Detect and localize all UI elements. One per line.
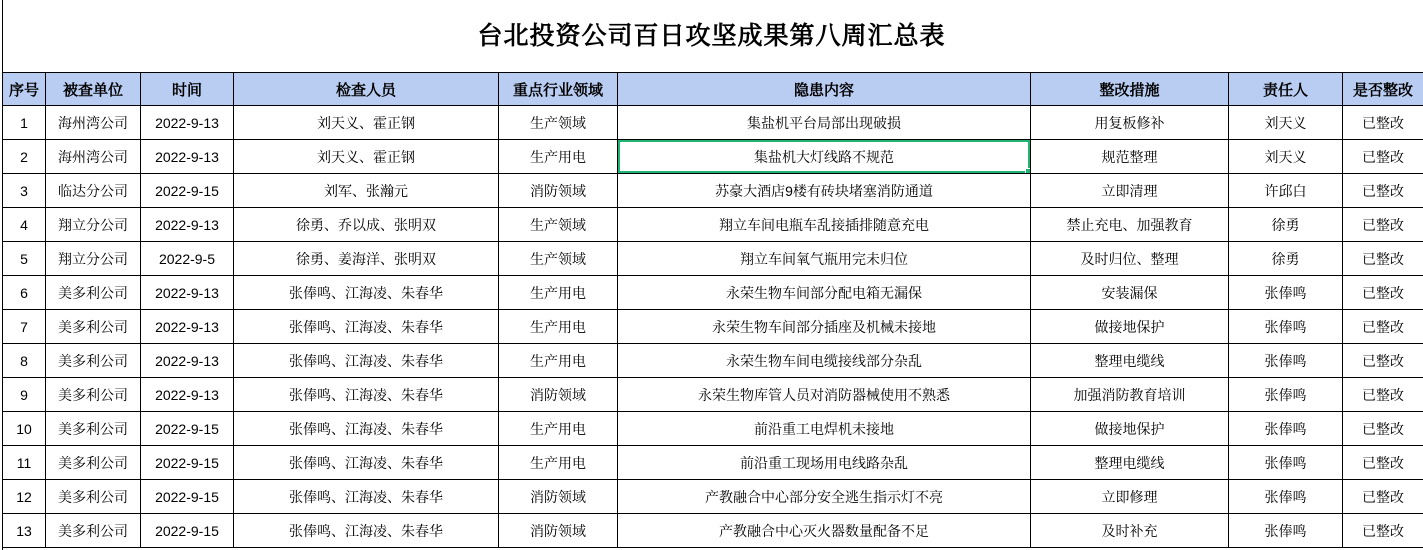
- cell[interactable]: 2022-9-13: [141, 208, 234, 242]
- cell[interactable]: 张俸鸣: [1229, 378, 1343, 412]
- cell[interactable]: 做接地保护: [1031, 310, 1229, 344]
- cell[interactable]: 生产领域: [499, 242, 618, 276]
- cell[interactable]: 12: [3, 480, 46, 514]
- cell[interactable]: 徐勇、乔以成、张明双: [234, 208, 499, 242]
- table-row: [3, 446, 1423, 480]
- cell[interactable]: 2022-9-5: [141, 242, 234, 276]
- cell[interactable]: 产教融合中心灭火器数量配备不足: [618, 514, 1031, 548]
- cell[interactable]: 徐勇: [1229, 208, 1343, 242]
- cell[interactable]: 已整改: [1343, 446, 1423, 480]
- cell[interactable]: 3: [3, 174, 46, 208]
- cell[interactable]: 前沿重工现场用电线路杂乱: [618, 446, 1031, 480]
- cell[interactable]: 生产用电: [499, 412, 618, 446]
- cell[interactable]: 张俸鸣、江海凌、朱春华: [234, 344, 499, 378]
- table-row: [3, 378, 1423, 412]
- cell[interactable]: 立即修理: [1031, 480, 1229, 514]
- cell[interactable]: 已整改: [1343, 208, 1423, 242]
- cell[interactable]: 已整改: [1343, 344, 1423, 378]
- cell[interactable]: 已整改: [1343, 242, 1423, 276]
- cell[interactable]: 刘天义: [1229, 140, 1343, 174]
- cell[interactable]: 生产领域: [499, 106, 618, 140]
- cell[interactable]: 13: [3, 514, 46, 548]
- summary-table: [2, 72, 1423, 548]
- cell[interactable]: 2022-9-15: [141, 480, 234, 514]
- table-row: [3, 310, 1423, 344]
- cell[interactable]: 已整改: [1343, 514, 1423, 548]
- cell[interactable]: 美多利公司: [46, 412, 141, 446]
- cell[interactable]: 2022-9-15: [141, 174, 234, 208]
- cell[interactable]: 2022-9-13: [141, 140, 234, 174]
- cell[interactable]: 海州湾公司: [46, 106, 141, 140]
- table-row: [3, 480, 1423, 514]
- cell[interactable]: 已整改: [1343, 480, 1423, 514]
- cell[interactable]: 美多利公司: [46, 276, 141, 310]
- cell[interactable]: 整理电缆线: [1031, 446, 1229, 480]
- cell[interactable]: 10: [3, 412, 46, 446]
- cell[interactable]: 已整改: [1343, 378, 1423, 412]
- cell[interactable]: 张俸鸣: [1229, 310, 1343, 344]
- cell[interactable]: 张俸鸣、江海凌、朱春华: [234, 276, 499, 310]
- cell[interactable]: 生产用电: [499, 446, 618, 480]
- table-row: [3, 412, 1423, 446]
- cell[interactable]: 及时补充: [1031, 514, 1229, 548]
- cell[interactable]: 加强消防教育培训: [1031, 378, 1229, 412]
- column-header[interactable]: 是否整改: [1343, 73, 1423, 106]
- column-header[interactable]: 时间: [141, 73, 234, 106]
- cell[interactable]: 苏豪大酒店9楼有砖块堵塞消防通道: [618, 174, 1031, 208]
- cell[interactable]: 立即清理: [1031, 174, 1229, 208]
- cell[interactable]: 刘天义、霍正钢: [234, 106, 499, 140]
- cell[interactable]: 美多利公司: [46, 344, 141, 378]
- cell[interactable]: 翔立车间氧气瓶用完未归位: [618, 242, 1031, 276]
- selected-cell[interactable]: 集盐机大灯线路不规范: [618, 140, 1031, 174]
- table-row: [3, 276, 1423, 310]
- cell[interactable]: 张俸鸣、江海凌、朱春华: [234, 446, 499, 480]
- cell[interactable]: 2022-9-15: [141, 446, 234, 480]
- cell[interactable]: 禁止充电、加强教育: [1031, 208, 1229, 242]
- cell[interactable]: 及时归位、整理: [1031, 242, 1229, 276]
- cell[interactable]: 徐勇、姜海洋、张明双: [234, 242, 499, 276]
- cell[interactable]: 安装漏保: [1031, 276, 1229, 310]
- table-row: [3, 514, 1423, 548]
- table-row: [3, 106, 1423, 140]
- column-header[interactable]: 序号: [3, 73, 46, 106]
- cell[interactable]: 刘天义、霍正钢: [234, 140, 499, 174]
- cell[interactable]: 张俸鸣、江海凌、朱春华: [234, 412, 499, 446]
- column-header[interactable]: 责任人: [1229, 73, 1343, 106]
- cell[interactable]: 规范整理: [1031, 140, 1229, 174]
- cell[interactable]: 9: [3, 378, 46, 412]
- cell[interactable]: 张俸鸣: [1229, 514, 1343, 548]
- cell[interactable]: 海州湾公司: [46, 140, 141, 174]
- selection-border: [618, 140, 1031, 174]
- table-row: [3, 174, 1423, 208]
- cell[interactable]: 美多利公司: [46, 446, 141, 480]
- cell[interactable]: 2: [3, 140, 46, 174]
- cell[interactable]: 永荣生物车间电缆接线部分杂乱: [618, 344, 1031, 378]
- cell[interactable]: 8: [3, 344, 46, 378]
- cell[interactable]: 张俸鸣、江海凌、朱春华: [234, 310, 499, 344]
- cell[interactable]: 消防领域: [499, 174, 618, 208]
- cell[interactable]: 1: [3, 106, 46, 140]
- cell[interactable]: 消防领域: [499, 378, 618, 412]
- cell[interactable]: 张俸鸣、江海凌、朱春华: [234, 480, 499, 514]
- cell[interactable]: 美多利公司: [46, 310, 141, 344]
- fill-handle[interactable]: [1025, 168, 1031, 174]
- cell[interactable]: 产教融合中心部分安全逃生指示灯不亮: [618, 480, 1031, 514]
- cell[interactable]: 前沿重工电焊机未接地: [618, 412, 1031, 446]
- table-row: [3, 140, 1423, 174]
- cell[interactable]: 美多利公司: [46, 378, 141, 412]
- table-body: [3, 106, 1423, 548]
- cell[interactable]: 张俸鸣、江海凌、朱春华: [234, 378, 499, 412]
- cell[interactable]: 11: [3, 446, 46, 480]
- cell[interactable]: 张俸鸣: [1229, 276, 1343, 310]
- cell[interactable]: 2022-9-15: [141, 514, 234, 548]
- cell[interactable]: 2022-9-13: [141, 378, 234, 412]
- table-row: [3, 208, 1423, 242]
- cell[interactable]: 临达分公司: [46, 174, 141, 208]
- cell[interactable]: 整理电缆线: [1031, 344, 1229, 378]
- cell[interactable]: 翔立分公司: [46, 208, 141, 242]
- cell[interactable]: 2022-9-13: [141, 106, 234, 140]
- cell[interactable]: 已整改: [1343, 174, 1423, 208]
- cell[interactable]: 生产用电: [499, 344, 618, 378]
- cell[interactable]: 已整改: [1343, 140, 1423, 174]
- cell[interactable]: 2022-9-13: [141, 344, 234, 378]
- cell[interactable]: 6: [3, 276, 46, 310]
- cell[interactable]: 永荣生物车间部分插座及机械未接地: [618, 310, 1031, 344]
- cell[interactable]: 张俸鸣: [1229, 344, 1343, 378]
- cell[interactable]: 已整改: [1343, 412, 1423, 446]
- header-row: [3, 73, 1423, 106]
- cell[interactable]: 消防领域: [499, 514, 618, 548]
- cell[interactable]: 集盐机平台局部出现破损: [618, 106, 1031, 140]
- cell[interactable]: 张俸鸣: [1229, 446, 1343, 480]
- cell[interactable]: 张俸鸣: [1229, 412, 1343, 446]
- cell[interactable]: 许邱白: [1229, 174, 1343, 208]
- cell[interactable]: 已整改: [1343, 106, 1423, 140]
- cell[interactable]: 翔立分公司: [46, 242, 141, 276]
- cell[interactable]: 5: [3, 242, 46, 276]
- cell[interactable]: 生产用电: [499, 310, 618, 344]
- cell[interactable]: 张俸鸣、江海凌、朱春华: [234, 514, 499, 548]
- cell[interactable]: 7: [3, 310, 46, 344]
- column-header[interactable]: 被查单位: [46, 73, 141, 106]
- cell[interactable]: 4: [3, 208, 46, 242]
- table-title: 台北投资公司百日攻坚成果第八周汇总表: [477, 22, 946, 50]
- cell[interactable]: 生产领域: [499, 208, 618, 242]
- cell[interactable]: 永荣生物车间部分配电箱无漏保: [618, 276, 1031, 310]
- column-header[interactable]: 隐患内容: [618, 73, 1031, 106]
- cell[interactable]: 刘军、张瀚元: [234, 174, 499, 208]
- cell[interactable]: 生产用电: [499, 276, 618, 310]
- cell[interactable]: 张俸鸣: [1229, 480, 1343, 514]
- column-header[interactable]: 整改措施: [1031, 73, 1229, 106]
- cell[interactable]: 翔立车间电瓶车乱接插排随意充电: [618, 208, 1031, 242]
- cell[interactable]: 做接地保护: [1031, 412, 1229, 446]
- table-row: [3, 344, 1423, 378]
- column-header[interactable]: 检查人员: [234, 73, 499, 106]
- cell[interactable]: 永荣生物库管人员对消防器械使用不熟悉: [618, 378, 1031, 412]
- cell[interactable]: 美多利公司: [46, 480, 141, 514]
- cell[interactable]: 2022-9-15: [141, 412, 234, 446]
- table-row: [3, 242, 1423, 276]
- cell[interactable]: 2022-9-13: [141, 310, 234, 344]
- cell[interactable]: 已整改: [1343, 276, 1423, 310]
- cell[interactable]: 徐勇: [1229, 242, 1343, 276]
- cell[interactable]: 用复板修补: [1031, 106, 1229, 140]
- cell[interactable]: 生产用电: [499, 140, 618, 174]
- cell[interactable]: 2022-9-13: [141, 276, 234, 310]
- column-header[interactable]: 重点行业领域: [499, 73, 618, 106]
- cell[interactable]: 美多利公司: [46, 514, 141, 548]
- cell[interactable]: 消防领域: [499, 480, 618, 514]
- cell[interactable]: 已整改: [1343, 310, 1423, 344]
- cell[interactable]: 刘天义: [1229, 106, 1343, 140]
